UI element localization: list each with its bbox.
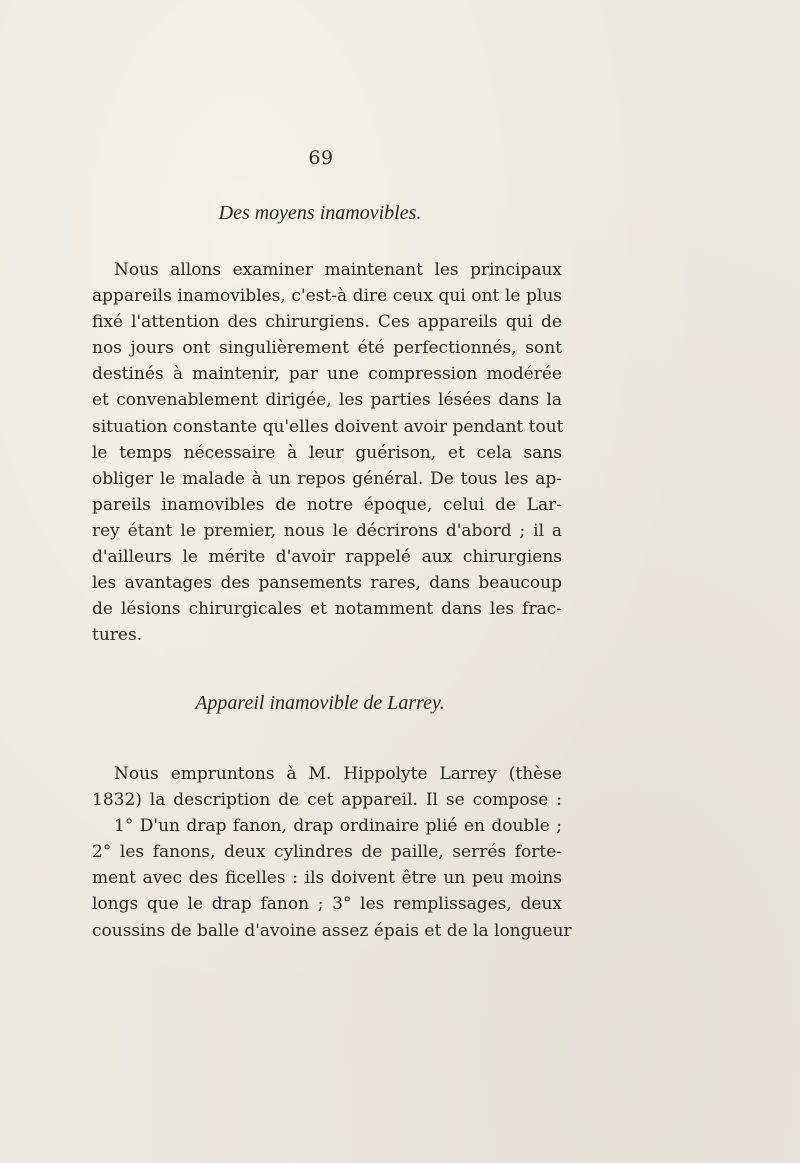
- text-line: obliger le malade à un repos général. De tous les ap-: [92, 468, 562, 489]
- paragraph-2: [92, 761, 572, 944]
- text-line: coussins de balle d'avoine assez épais et de la longueur: [92, 920, 572, 941]
- paragraph-1: [92, 257, 562, 648]
- text-line: 2° les fanons, deux cylindres de paille, serrés forte-: [92, 842, 562, 863]
- text-line: d'ailleurs le mérite d'avoir rappelé aux chirurgiens: [92, 547, 562, 568]
- text-line: appareils inamovibles, c'est-à dire ceux qui ont le plus: [92, 286, 562, 307]
- text-line: pareils inamovibles de notre époque, celui de Lar-: [92, 494, 562, 515]
- subsection-title: Appareil inamovible de Larrey.: [195, 692, 445, 714]
- text-line: Nous allons examiner maintenant les principaux: [114, 260, 562, 280]
- section-title: Des moyens inamovibles.: [218, 202, 422, 224]
- text-line: le temps nécessaire à leur guérison, et cela sans: [92, 442, 562, 463]
- text-line: fixé l'attention des chirurgiens. Ces appareils qui de: [92, 312, 562, 333]
- text-line: les avantages des pansements rares, dans beaucoup: [92, 573, 562, 594]
- text-line: tures.: [92, 625, 143, 646]
- text-line: et convenablement dirigée, les parties lésées dans la: [92, 390, 562, 411]
- text-line: de lésions chirurgicales et notamment dans les frac-: [92, 599, 562, 620]
- text-line: rey étant le premier, nous le décrirons d'abord ; il a: [92, 520, 562, 541]
- text-line: Nous empruntons à M. Hippolyte Larrey (thèse: [114, 764, 562, 784]
- text-line: nos jours ont singulièrement été perfectionnés, sont: [92, 338, 562, 359]
- text-line: destinés à maintenir, par une compression modérée: [92, 364, 562, 385]
- text-line: ment avec des ficelles : ils doivent être un peu moins: [92, 868, 562, 889]
- text-line: 1° D'un drap fanon, drap ordinaire plié en double ;: [114, 816, 562, 837]
- text-line: 1832) la description de cet appareil. Il se compose :: [92, 790, 562, 811]
- page-number: 69: [308, 147, 334, 169]
- text-line: situation constante qu'elles doivent avoir pendant tout: [92, 416, 564, 437]
- text-line: longs que le drap fanon ; 3° les remplissages, deux: [92, 894, 562, 915]
